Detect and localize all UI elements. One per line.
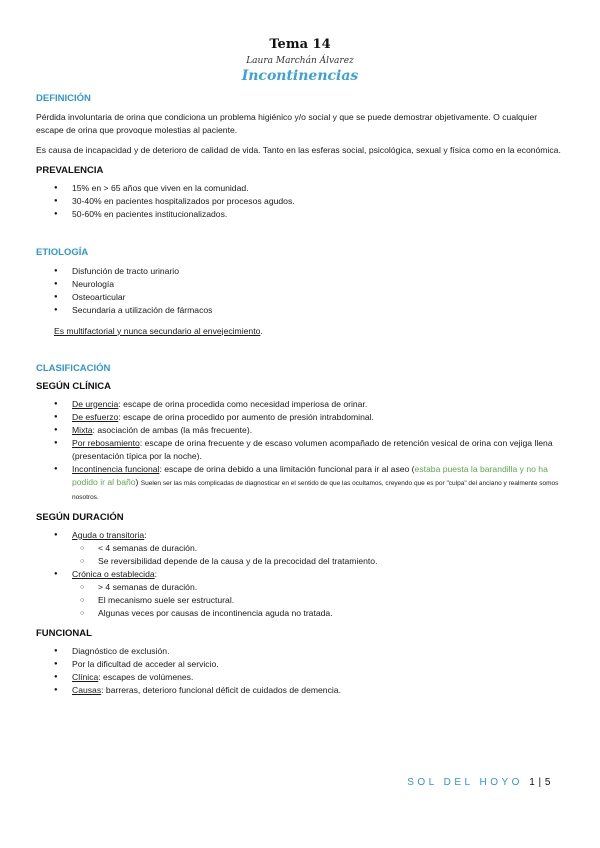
clinica-term: Por rebosamiento: [72, 437, 140, 448]
sub-list-item: ○ El mecanismo suele ser estructural.: [36, 594, 566, 607]
clinica-text: : escape de orina frecuente y de escaso volumen acompañado de retención vesical de orina con vejiga llena (presentación típica por la noche).: [72, 437, 553, 461]
duracion-colon: :: [154, 568, 158, 579]
sub-list-item: ○ Se reversibilidad depende de la causa y de la precocidad del tratamiento.: [36, 555, 566, 568]
subheading-funcional: FUNCIONAL: [36, 627, 92, 639]
footer-brand: SOL DEL HOYO: [407, 777, 523, 788]
section-heading-definicion: DEFINICIÓN: [36, 93, 91, 104]
prevalencia-list: [36, 182, 566, 221]
list-item: ● Neurología: [36, 278, 566, 291]
clinica-text: : escape de orina debido a una limitación funcional para ir al aseo (: [159, 463, 415, 474]
definicion-paragraph-2: Es causa de incapacidad y de deterioro de calidad de vida. Tanto en las esferas social, psicológica, sexual y física como en la económica.: [36, 145, 561, 155]
duracion-term: Crónica o establecida: [72, 568, 155, 579]
page-number: 1 | 5: [529, 777, 551, 788]
clinica-text: : asociación de ambas (la más frecuente).: [92, 424, 253, 435]
etiologia-list: [36, 265, 566, 317]
sub-list-item: ○ > 4 semanas de duración.: [36, 581, 566, 594]
document-title: Tema 14: [269, 37, 331, 52]
duracion-list: [36, 529, 566, 620]
subheading-prevalencia: PREVALENCIA: [36, 164, 104, 176]
clinica-green-note: estaba puesta la barandilla y no ha podido ir al baño: [72, 463, 548, 487]
list-item: [36, 463, 566, 504]
clinica-text: : escape de orina procedida como necesidad imperiosa de orinar.: [118, 398, 368, 409]
list-item: [36, 645, 566, 658]
duracion-colon: :: [144, 529, 147, 540]
clinica-list: [36, 398, 566, 504]
clinica-term: Mixta: [72, 424, 93, 435]
etiologia-note-end: .: [260, 325, 263, 336]
list-item: ● Disfunción de tracto urinario: [36, 265, 566, 278]
funcional-term: Clínica: [72, 671, 99, 682]
list-item: [36, 658, 566, 671]
document-author: Laura Marchán Álvarez: [246, 56, 354, 66]
list-item: [36, 568, 566, 581]
etiologia-note-text: Es multifactorial y nunca secundario al envejecimiento: [54, 325, 261, 336]
list-item: ● Secundaria a utilización de fármacos: [36, 304, 566, 317]
clinica-term: De urgencia: [72, 398, 119, 409]
list-item: ● 50-60% en pacientes institucionalizados.: [36, 208, 566, 221]
document-body: [36, 93, 566, 697]
clinica-small-note: Suelen ser las más complicadas de diagnosticar en el sentido de que las ocultamos, creyendo que es por "culpa" del anciano y realmente somos nosotros.: [72, 479, 559, 501]
clinica-text: : escape de orina procedido por aumento de presión intrabdominal.: [118, 411, 374, 422]
list-item: ● Osteoarticular: [36, 291, 566, 304]
list-item: [36, 437, 566, 463]
clinica-term: Incontinencia funcional: [72, 463, 160, 474]
sub-list-item: ○ < 4 semanas de duración.: [36, 542, 566, 555]
funcional-text: Diagnóstico de exclusión.: [72, 645, 170, 656]
document-topic: Incontinencias: [241, 68, 359, 84]
definicion-paragraph-1: Pérdida involuntaria de orina que condiciona un problema higiénico y/o social y que se puede demostrar objetivamente. O cualquier escape de orina que provoque molestias al paciente.: [36, 112, 538, 135]
section-heading-etiologia: ETIOLOGÍA: [36, 246, 89, 258]
list-item: [36, 684, 566, 697]
sub-list-item: ○ Algunas veces por causas de incontinencia aguda no tratada.: [36, 607, 566, 620]
duracion-term: Aguda o transitoria: [72, 529, 145, 540]
list-item: [36, 411, 566, 424]
funcional-text: : barreras, deterioro funcional déficit de cuidados de demencia.: [101, 684, 341, 695]
page-footer: [407, 777, 551, 788]
funcional-text: : escapes de volúmenes.: [98, 671, 194, 682]
subheading-segun-duracion: SEGÚN DURACIÓN: [36, 511, 124, 523]
list-item: ● 15% en > 65 años que viven en la comunidad.: [36, 182, 566, 195]
clinica-close: ): [135, 476, 141, 487]
funcional-text: Por la dificultad de acceder al servicio.: [72, 658, 219, 669]
funcional-term: Causas: [72, 684, 102, 695]
section-heading-clasificacion: CLASIFICACIÓN: [36, 362, 111, 374]
etiologia-note: [54, 325, 566, 337]
subheading-segun-clinica: SEGÚN CLÍNICA: [36, 380, 111, 392]
list-item: [36, 671, 566, 684]
funcional-list: [36, 645, 566, 697]
list-item: [36, 529, 566, 542]
list-item: [36, 424, 566, 437]
list-item: [36, 398, 566, 411]
list-item: ● 30-40% en pacientes hospitalizados por procesos agudos.: [36, 195, 566, 208]
clinica-term: De esfuerzo: [72, 411, 119, 422]
